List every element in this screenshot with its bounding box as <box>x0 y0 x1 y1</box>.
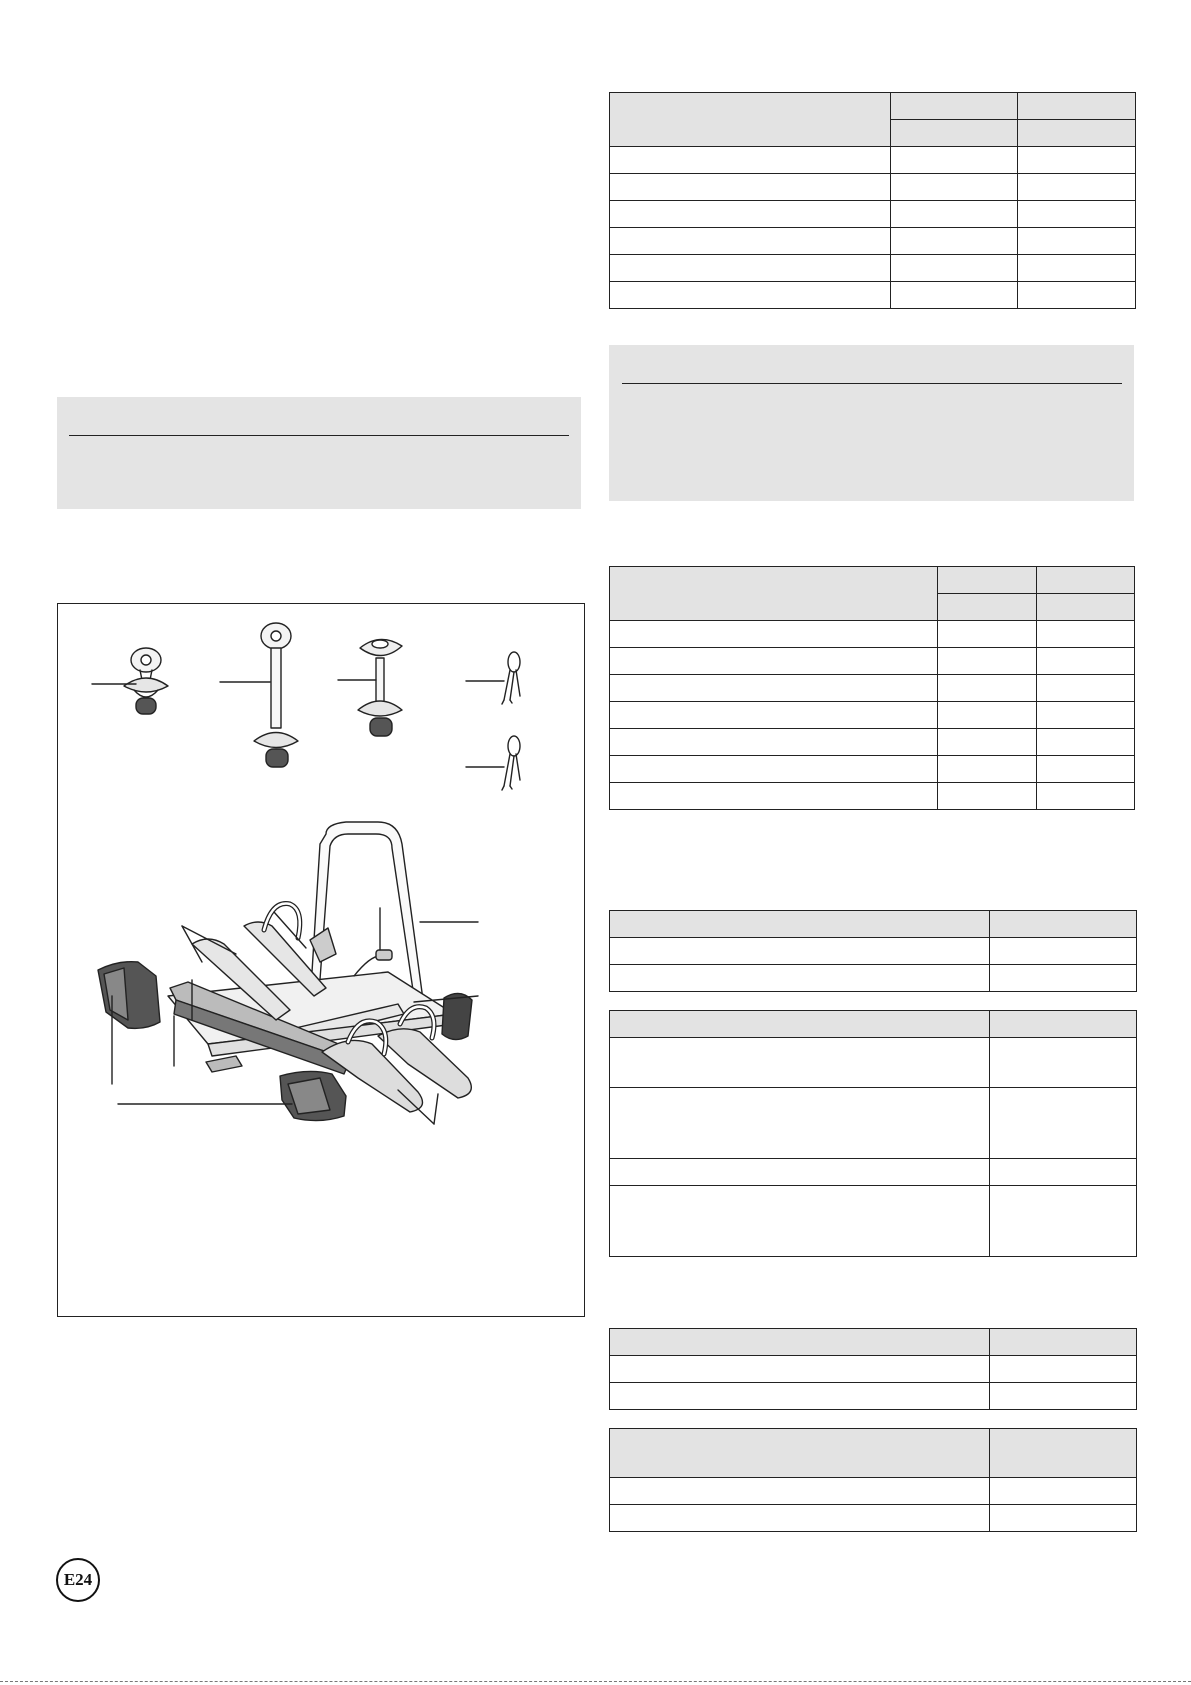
table-header-cell <box>1037 594 1135 621</box>
note-divider-right <box>622 383 1122 384</box>
table-row <box>610 174 1136 201</box>
table-row <box>610 1505 1137 1532</box>
table-row <box>610 938 1137 965</box>
table-row <box>610 147 1136 174</box>
table-row <box>610 702 1135 729</box>
table-row <box>610 675 1135 702</box>
long-frame-holder-icon <box>220 623 298 767</box>
table-row <box>610 1383 1137 1410</box>
info-table-a <box>609 910 1137 992</box>
bike-carrier-icon <box>98 822 478 1124</box>
note-divider-left <box>69 435 569 436</box>
info-table-b <box>609 1010 1137 1257</box>
table-row <box>610 1186 1137 1257</box>
info-table-c <box>609 1328 1137 1410</box>
table-row <box>610 1159 1137 1186</box>
table-row <box>610 1038 1137 1088</box>
table-header-cell <box>990 1011 1137 1038</box>
table-row <box>610 648 1135 675</box>
table-header-cell <box>610 1329 990 1356</box>
table-header-cell <box>990 1329 1137 1356</box>
table-header-cell <box>990 1429 1137 1478</box>
table-row <box>610 756 1135 783</box>
note-box-left <box>57 397 581 509</box>
short-wheel-holder-icon <box>92 648 168 714</box>
table-row <box>610 282 1136 309</box>
table-header-cell <box>938 567 1037 594</box>
table-header-cell <box>610 1011 990 1038</box>
table-header-cell <box>891 120 1018 147</box>
table-row <box>610 1356 1137 1383</box>
table-header-cell <box>610 567 938 621</box>
table-row <box>610 1088 1137 1159</box>
parts-illustration <box>58 604 584 1316</box>
key-set-1-icon <box>466 652 520 704</box>
note-box-right <box>609 345 1134 501</box>
table-header-cell <box>1037 567 1135 594</box>
table-header-cell <box>990 911 1137 938</box>
page-number-label: E24 <box>63 1570 93 1589</box>
table-header-cell <box>891 93 1018 120</box>
table-row <box>610 783 1135 810</box>
page-number-badge <box>56 1558 100 1602</box>
table-row <box>610 729 1135 756</box>
table-header-cell <box>610 911 990 938</box>
table-row <box>610 228 1136 255</box>
info-table-d <box>609 1428 1137 1532</box>
parts-figure <box>57 603 585 1317</box>
key-set-2-icon <box>466 736 520 790</box>
table-header-cell <box>1018 120 1136 147</box>
page-bottom-rule <box>0 1681 1191 1682</box>
table-row <box>610 621 1135 648</box>
spec-table-top <box>609 92 1136 309</box>
medium-frame-holder-icon <box>338 639 402 736</box>
table-row <box>610 965 1137 992</box>
table-header-cell <box>1018 93 1136 120</box>
table-header-cell <box>938 594 1037 621</box>
spec-table-middle <box>609 566 1135 810</box>
table-row <box>610 1478 1137 1505</box>
table-header-cell <box>610 1429 990 1478</box>
table-header-cell <box>610 93 891 147</box>
table-row <box>610 255 1136 282</box>
table-row <box>610 201 1136 228</box>
